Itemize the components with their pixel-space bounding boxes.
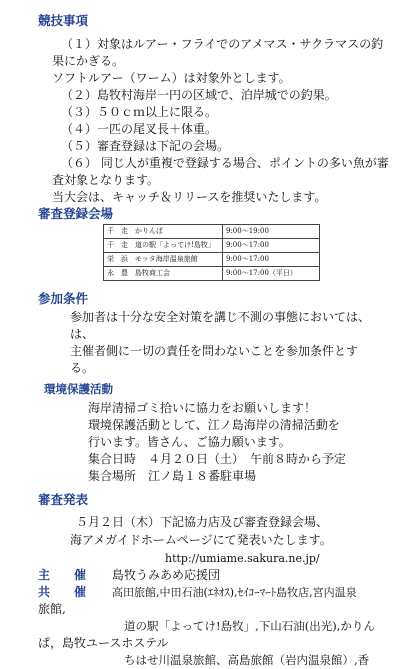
table-row — [104, 253, 320, 267]
venue-hours: 9:00〜17:00（平日） — [223, 267, 320, 281]
table-row — [104, 225, 320, 239]
rules-line-1: （１）対象はルアー・フライでのアメマス・サクラマスの釣 — [61, 37, 384, 51]
rules-line-9: 査対象となります。 — [52, 173, 160, 187]
rules-line-2: 果にかぎる。 — [52, 54, 125, 68]
rules-line-7: （５）審査登録は下記の会場。 — [61, 139, 230, 153]
venue-place: 栄 浜 モッタ海岸温泉旅館 — [104, 253, 223, 267]
conditions-line-2: は、 — [70, 327, 95, 341]
conditions-line-3: 主催者側に一切の責任を問わないことを参加条件とす — [70, 344, 359, 358]
cosponsor-line-4: ぱ，島牧ユースホステル — [38, 636, 169, 650]
environment-line-3: 行います。皆さん、ご協力願います。 — [88, 435, 291, 449]
results-line-1: ５月２日（木）下記協力店及び審査登録会場、 — [76, 515, 329, 529]
results-heading: 審査発表 — [38, 492, 89, 507]
rules-line-3: ソフトルアー（ワーム）は対象外とします。 — [52, 71, 291, 85]
results-line-2: 海アメガイドホームページにて発表いたします。 — [70, 533, 332, 547]
rules-line-6: （４）一匹の尾叉長＋体重。 — [61, 122, 218, 136]
rules-line-4: （２）島牧村海岸一円の区域で、泊岸城での釣果。 — [61, 88, 337, 102]
venue-hours: 9:00〜17:00 — [223, 253, 320, 267]
cosponsor-line-5: ちはせ川温泉旅館、高島旅館（岩内温泉館）,香 — [124, 653, 370, 667]
conditions-heading: 参加条件 — [38, 291, 89, 306]
rules-heading: 競技事項 — [38, 13, 89, 28]
environment-heading: 環境保護活動 — [44, 382, 113, 396]
rules-line-10: 当大会は、キャッチ＆リリースを推奨いたします。 — [52, 190, 327, 204]
cosponsor-line-1: 高田旅館,中田石油(ｴﾈｵｽ),ｾｲｺｰﾏｰﾄ島牧店,宮内温泉 — [112, 586, 357, 599]
table-row — [104, 239, 320, 253]
venue-place: 千 走 道の駅「よってけ!島牧」 — [104, 239, 223, 253]
conditions-line-1: 参加者は十分な安全対策を講じ不測の事態においては、 — [70, 310, 371, 324]
homepage-link[interactable]: http://umiame.sakura.ne.jp/ — [165, 552, 320, 565]
environment-line-1: 海岸清掃ゴミ拾いに協力をお願いします！ — [88, 401, 317, 415]
venue-table — [103, 224, 320, 281]
table-row — [104, 267, 320, 281]
cosponsor-line-3: 道の駅「よってけ!島牧」,下山石油(出光),かりん — [124, 619, 375, 633]
venue-hours: 9:00〜17:00 — [223, 239, 320, 253]
conditions-line-4: る。 — [70, 361, 95, 375]
cosponsor-line-2: 旅館, — [38, 602, 66, 616]
venue-hours: 9:00〜19:00 — [223, 225, 320, 239]
rules-line-5: （３）５０ｃｍ以上に限る。 — [61, 105, 218, 119]
cosponsor-label: 共 催 — [38, 585, 87, 599]
host-value: 島牧うみあめ応援団 — [112, 568, 221, 582]
venues-heading: 審査登録会場 — [38, 206, 114, 221]
environment-line-2: 環境保護活動として、江ノ島海岸の清掃活動を — [88, 418, 340, 432]
host-label: 主 催 — [38, 568, 87, 582]
rules-line-8: （６） 同じ人が重複で登録する場合、ポイントの多い魚が審 — [61, 156, 389, 170]
venue-place: 永 豊 島牧商工会 — [104, 267, 223, 281]
venue-place: 千 走 かりんば — [104, 225, 223, 239]
environment-line-5: 集合場所 江ノ島１８番駐車場 — [88, 469, 257, 483]
environment-line-4: 集合日時 ４月２０日（土） 午前８時から予定 — [88, 452, 347, 466]
